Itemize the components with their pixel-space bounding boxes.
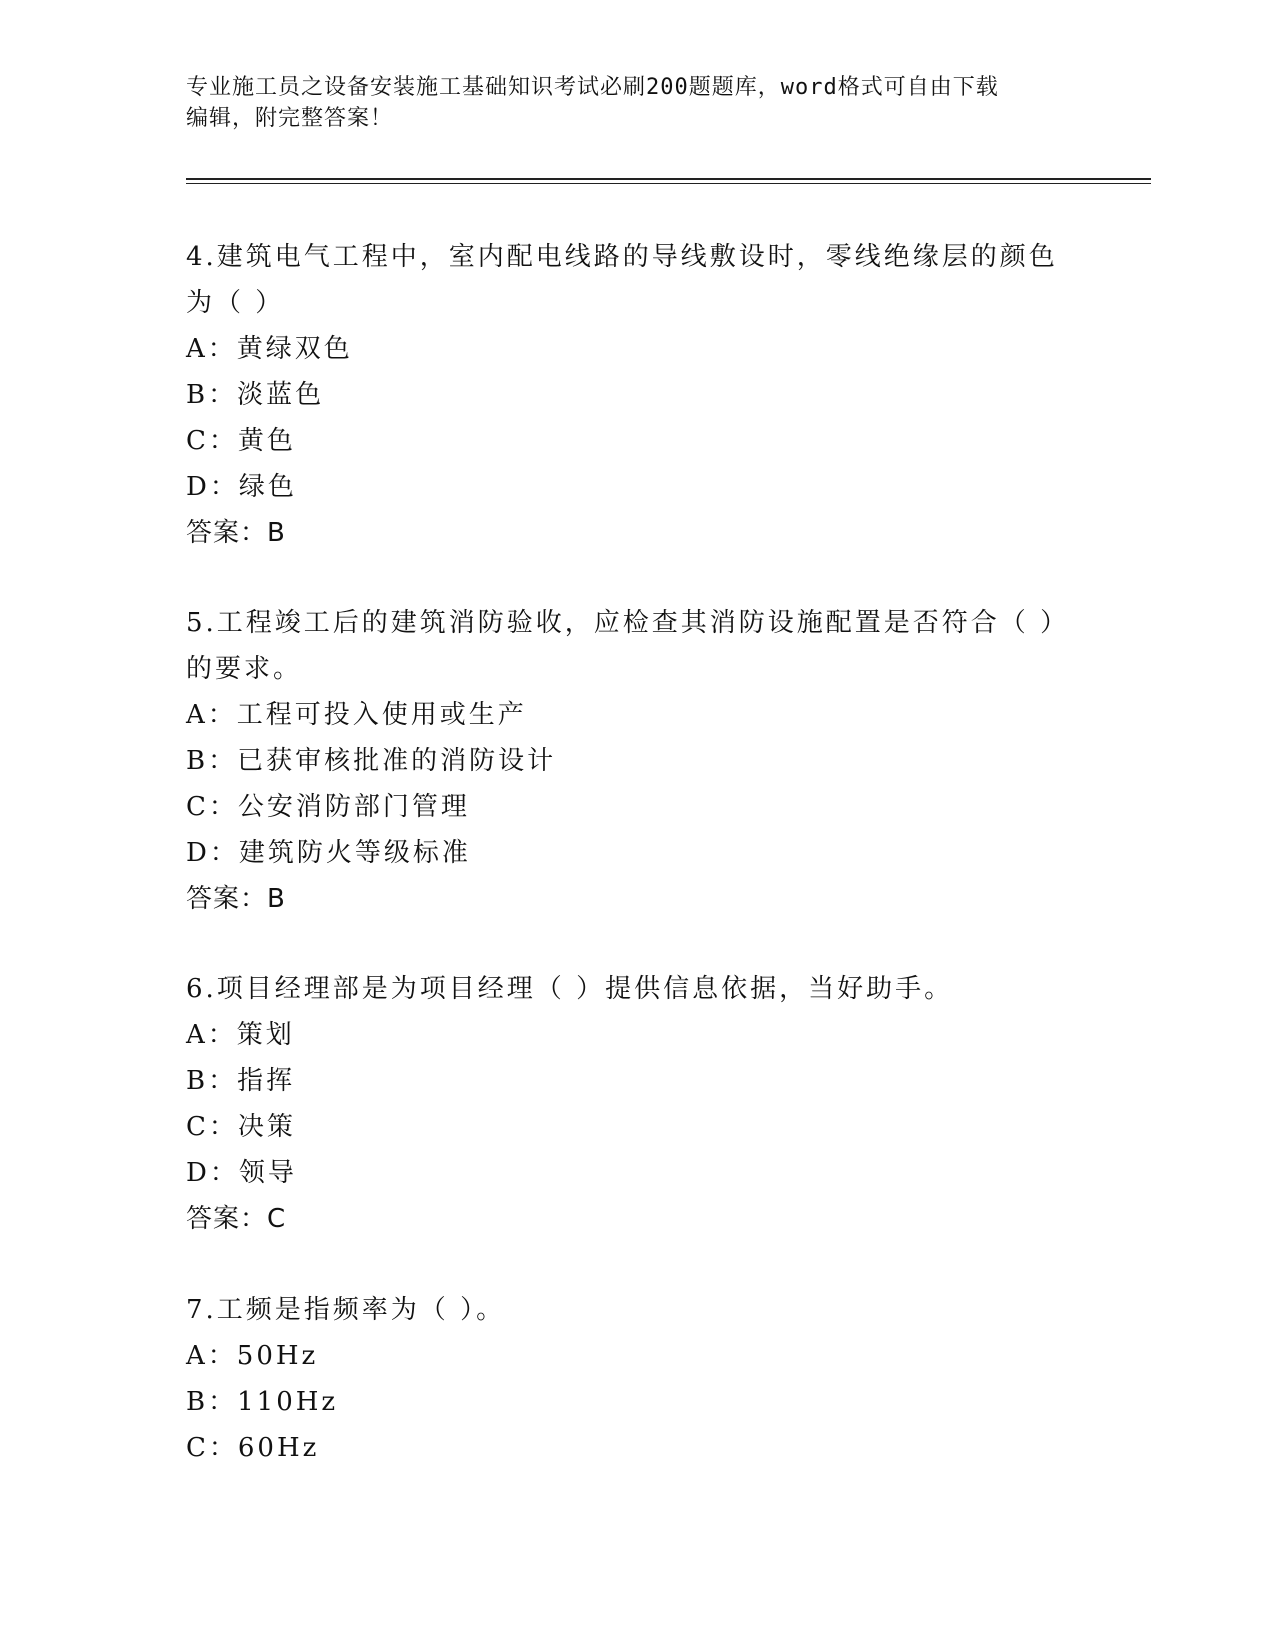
question-6 <box>186 966 1066 1242</box>
header-line-2: 编辑，附完整答案！ <box>186 106 394 131</box>
header-divider-thick <box>186 178 1151 180</box>
option-a: A：工程可投入使用或生产 <box>186 700 527 730</box>
option-d: D：绿色 <box>186 472 297 502</box>
question-stem-continued: 的要求。 <box>186 654 303 684</box>
header-line-1: 专业施工员之设备安装施工基础知识考试必刷200题题库，word格式可自由下载 <box>186 75 999 100</box>
option-b: B：淡蓝色 <box>186 380 325 410</box>
option-b: B：110Hz <box>186 1387 339 1417</box>
option-c: C：公安消防部门管理 <box>186 792 470 822</box>
option-d: D：领导 <box>186 1158 297 1188</box>
option-a: A：50Hz <box>186 1341 319 1371</box>
option-c: C：60Hz <box>186 1433 320 1463</box>
answer: 答案：B <box>186 884 286 914</box>
question-stem: 6.项目经理部是为项目经理（ ）提供信息依据，当好助手。 <box>186 974 954 1004</box>
answer: 答案：B <box>186 518 286 548</box>
option-b: B：指挥 <box>186 1066 296 1096</box>
question-5 <box>186 600 1070 922</box>
question-7 <box>186 1287 1066 1471</box>
question-stem: 4.建筑电气工程中，室内配电线路的导线敷设时，零线绝缘层的颜色 <box>186 242 1058 272</box>
option-a: A：黄绿双色 <box>186 334 353 364</box>
header-divider-thin <box>186 183 1151 184</box>
option-d: D：建筑防火等级标准 <box>186 838 471 868</box>
question-stem-continued: 为（ ） <box>186 288 285 318</box>
question-stem: 5.工程竣工后的建筑消防验收，应检查其消防设施配置是否符合（ ） <box>186 608 1070 638</box>
answer: 答案：C <box>186 1204 287 1234</box>
option-c: C：决策 <box>186 1112 296 1142</box>
option-c: C：黄色 <box>186 426 296 456</box>
question-4 <box>186 234 1066 556</box>
option-b: B：已获审核批准的消防设计 <box>186 746 557 776</box>
document-header <box>186 72 1086 134</box>
question-stem: 7.工频是指频率为（ ）。 <box>186 1295 506 1325</box>
option-a: A：策划 <box>186 1020 295 1050</box>
